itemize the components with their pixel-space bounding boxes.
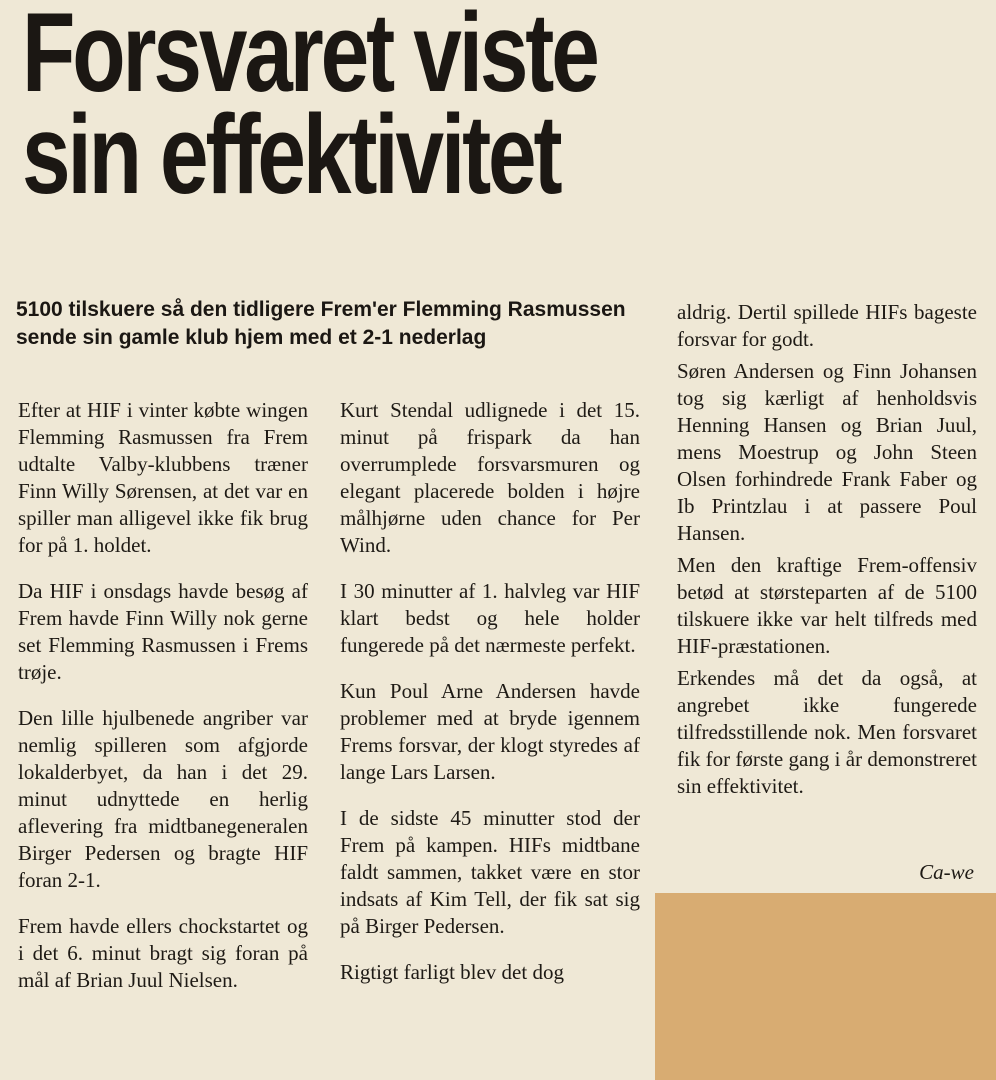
article-column-2 <box>340 397 640 1005</box>
author-signature: Ca-we <box>919 860 974 884</box>
article-column-1 <box>18 397 308 1013</box>
paragraph: Rigtigt farligt blev det dog <box>340 960 564 984</box>
headline-line-2: sin effektivitet <box>22 92 560 217</box>
paragraph: I de sidste 45 minutter stod der Frem på kampen. HIFs midtbane faldt sammen, takket være en stor indsats af Kim Tell, der fik sat sig på Birger Pedersen. <box>340 806 640 938</box>
paragraph: Da HIF i onsdags havde besøg af Frem havde Finn Willy nok gerne set Flemming Rasmussen i Frems trøje. <box>18 579 308 684</box>
paragraph: aldrig. Dertil spillede HIFs bageste forsvar for godt. <box>677 300 977 351</box>
paragraph: Erkendes må det da også, at angrebet ikke fungerede tilfredsstillende nok. Men forsvaret fik for første gang i år demonstreret sin effektivitet. <box>677 666 977 798</box>
article-column-3 <box>677 299 977 805</box>
headline-line-1: Forsvaret viste <box>22 0 597 115</box>
lead-paragraph: 5100 tilskuere så den tidligere Frem'er Flemming Rasmussen sende sin gamle klub hjem med et 2-1 nederlag <box>16 298 626 349</box>
paragraph: Frem havde ellers chockstartet og i det 6. minut bragt sig foran på mål af Brian Juul Nielsen. <box>18 914 308 992</box>
paragraph: I 30 minutter af 1. halvleg var HIF klart bedst og hele holder fungerede på det nærmeste perfekt. <box>340 579 640 657</box>
paragraph: Den lille hjulbenede angriber var nemlig spilleren som afgjorde lokalderbyet, da han i det 29. minut udnyttede en herlig aflevering fra midtbanegeneralen Birger Pedersen og bragte HIF foran 2-1. <box>18 706 308 892</box>
paragraph: Kurt Stendal udlignede i det 15. minut på frispark da han overrumplede forsvarsmuren og elegant placerede bolden i højre målhjørne uden chance for Per Wind. <box>340 398 640 557</box>
paragraph: Kun Poul Arne Andersen havde problemer med at bryde igennem Frems forsvar, der klogt styredes af lange Lars Larsen. <box>340 679 640 784</box>
headline <box>22 0 597 217</box>
backing-paper <box>655 893 996 1080</box>
paragraph: Men den kraftige Frem-offensiv betød at størsteparten af de 5100 tilskuere ikke var helt tilfreds med HIF-præstationen. <box>677 553 977 658</box>
paragraph: Søren Andersen og Finn Johansen tog sig kærligt af henholdsvis Henning Hansen og Brian Juul, mens Moestrup og John Steen Olsen forhindrede Frank Faber og Ib Printzlau i at passere Poul Hansen. <box>677 359 977 545</box>
paragraph: Efter at HIF i vinter købte wingen Flemming Rasmussen fra Frem udtalte Valby-klubbens træner Finn Willy Sørensen, at det var en spiller man alligevel ikke fik brug for på 1. holdet. <box>18 398 308 557</box>
